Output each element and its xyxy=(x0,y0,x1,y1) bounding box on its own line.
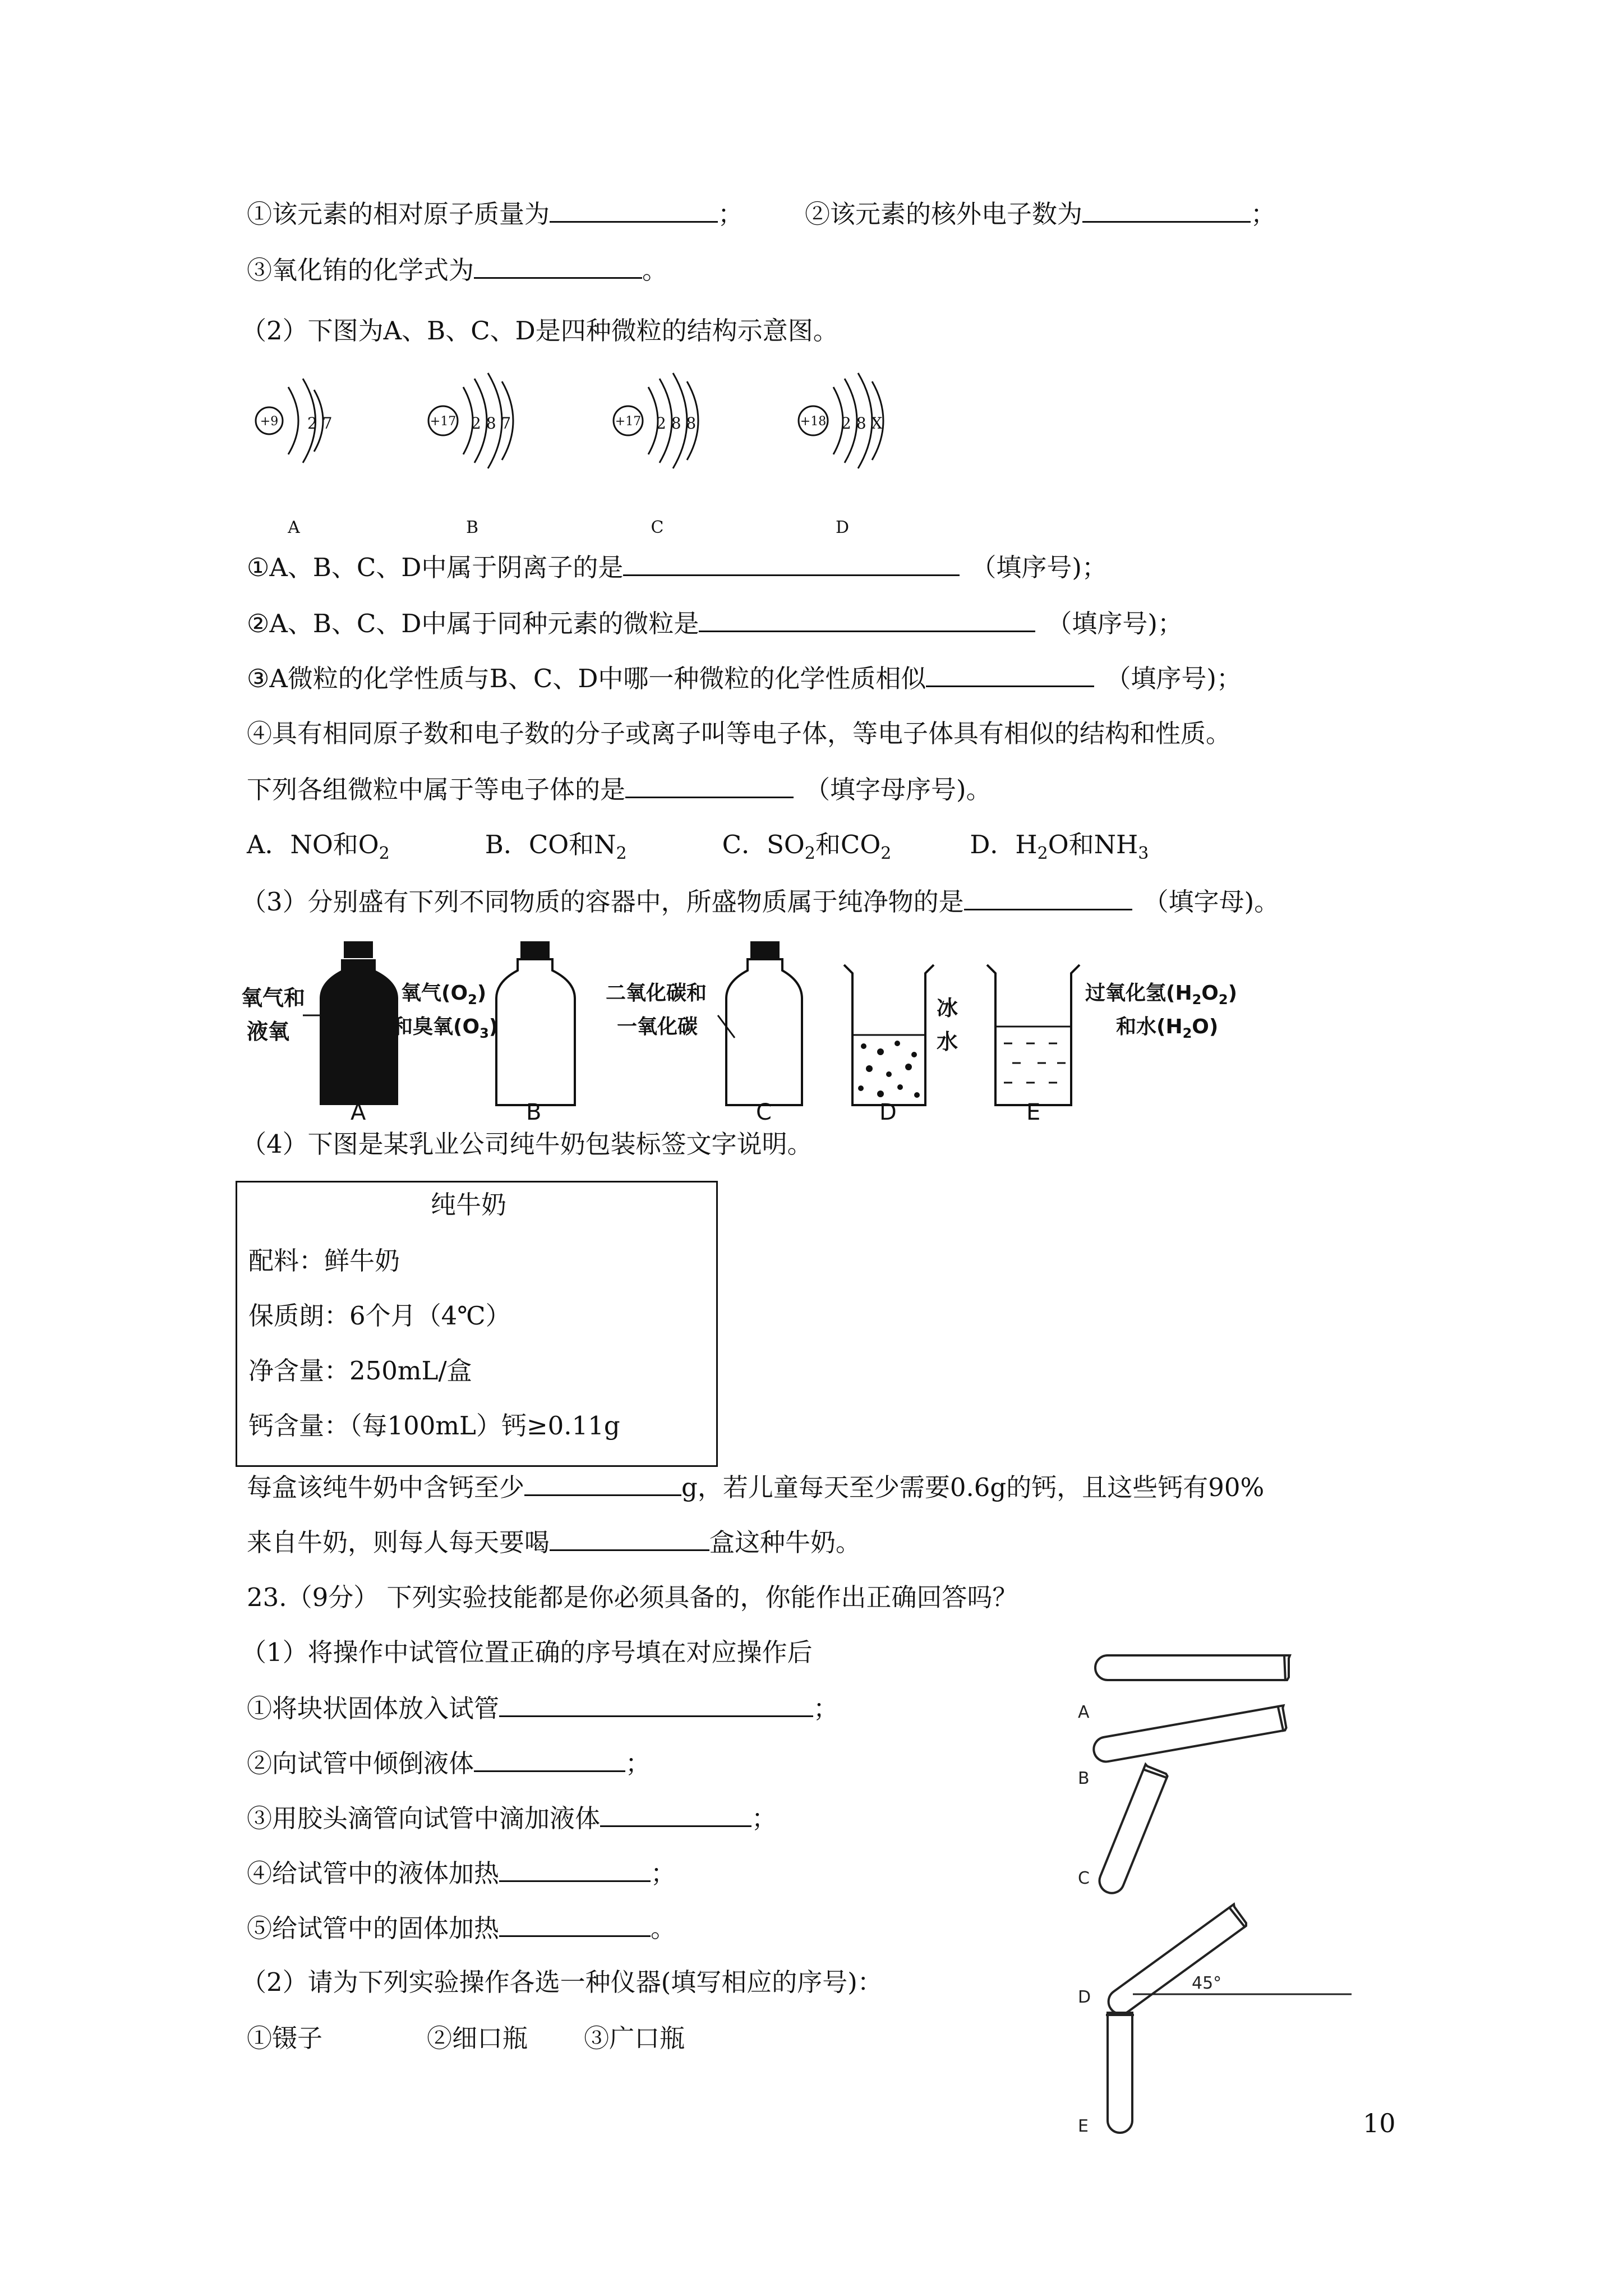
question-line-1 xyxy=(247,196,1276,231)
text: ①将块状固体放入试管 xyxy=(247,1694,500,1723)
question-line-20 xyxy=(241,1966,883,1999)
question-line-16 xyxy=(247,1746,651,1780)
question-line-12 xyxy=(247,1525,861,1559)
tube-e-label: E xyxy=(1078,2116,1089,2136)
bottle-a xyxy=(320,941,398,1105)
shells-d: 2 8 X xyxy=(841,414,883,432)
question-line-19 xyxy=(247,1911,676,1945)
answer-blank[interactable] xyxy=(1082,196,1251,223)
answer-blank[interactable] xyxy=(600,1801,751,1827)
container-c-text2: 一氧化碳 xyxy=(617,1015,698,1038)
text: ； xyxy=(813,1694,839,1723)
question-line-7 xyxy=(247,717,1231,751)
tube-b-label: B xyxy=(1078,1769,1090,1788)
container-d-label: D xyxy=(879,1099,897,1125)
question-line-3 xyxy=(241,314,838,348)
tube-d xyxy=(1104,1904,1249,2020)
text: （2）请为下列实验操作各选一种仪器(填写相应的序号)： xyxy=(241,1967,883,1997)
question-line-18 xyxy=(247,1856,676,1890)
tube-a-label: A xyxy=(1078,1703,1090,1722)
text: ； xyxy=(718,199,744,229)
answer-blank[interactable] xyxy=(474,1746,625,1772)
text: （填序号)； xyxy=(1105,664,1242,693)
option-a: A．NO和$O_2$ xyxy=(247,830,390,863)
question-line-4 xyxy=(247,550,1107,585)
text: ③用胶头滴管向试管中滴加液体 xyxy=(247,1803,601,1833)
text: （填字母序号)。 xyxy=(805,775,992,804)
option-c: C．$SO_2$和$CO_2$ xyxy=(722,830,892,863)
atom-b xyxy=(428,373,513,537)
container-b-text1: 氧气$(O_2)$ xyxy=(401,982,487,1007)
beaker-e xyxy=(987,965,1080,1105)
label-title: 纯牛奶 xyxy=(431,1190,507,1220)
question-line-11 xyxy=(247,1470,1264,1504)
text: （3）分别盛有下列不同物质的容器中，所盛物质属于纯净物的是 xyxy=(241,887,964,917)
text: g，若儿童每天至少需要0.6g的钙，且这些钙有90% xyxy=(681,1473,1265,1502)
atom-diagrams xyxy=(241,359,970,537)
test-tube-diagram xyxy=(1066,1638,1357,2143)
tube-c xyxy=(1096,1764,1169,1897)
container-a-text2: 液氧 xyxy=(247,1019,290,1044)
question-line-10 xyxy=(241,1128,813,1161)
test-tube-figure xyxy=(1066,1638,1357,2145)
question-line-14 xyxy=(241,1636,813,1669)
container-c-text1: 二氧化碳和 xyxy=(606,982,707,1005)
container-e-label: E xyxy=(1026,1099,1041,1125)
angle-label: 45° xyxy=(1192,1973,1222,1993)
answer-blank[interactable] xyxy=(550,1525,709,1551)
question-23-heading xyxy=(247,1581,1018,1614)
nucleus-a: +9 xyxy=(260,415,279,429)
label-row-calcium: 钙含量：（每100mL）钙≥0.11g xyxy=(248,1411,620,1441)
text: 。 xyxy=(642,255,668,285)
text: （1）将操作中试管位置正确的序号填在对应操作后 xyxy=(241,1637,813,1667)
tube-e xyxy=(1106,2013,1134,2133)
container-a-text1: 氧气和 xyxy=(241,986,306,1010)
beaker-d xyxy=(844,965,934,1105)
bottle-b xyxy=(496,941,575,1105)
nucleus-c: +17 xyxy=(615,415,642,429)
label-row-shelf-life: 保质朗：6个月（4℃） xyxy=(248,1301,511,1331)
answer-blank[interactable] xyxy=(499,1691,813,1717)
atom-structure-figure xyxy=(241,359,970,537)
answer-blank[interactable] xyxy=(524,1470,681,1496)
atom-d xyxy=(799,373,883,537)
text: 。 xyxy=(651,1913,676,1943)
tube-c-label: C xyxy=(1078,1869,1090,1888)
bottle-c xyxy=(726,941,802,1105)
answer-blank[interactable] xyxy=(499,1911,651,1937)
nucleus-b: +17 xyxy=(430,415,457,429)
shells-b: 2 8 7 xyxy=(471,414,511,432)
text: ⑤给试管中的固体加热 xyxy=(247,1913,500,1943)
atom-label-d: D xyxy=(835,518,850,537)
atom-label-c: C xyxy=(651,518,664,537)
tube-a xyxy=(1095,1655,1290,1681)
containers-figure xyxy=(241,937,1307,1124)
text: （2）下图为A、B、C、D是四种微粒的结构示意图。 xyxy=(241,316,838,346)
question-line-6 xyxy=(247,661,1242,696)
atom-label-b: B xyxy=(465,518,479,537)
label-row-net-content: 净含量：250mL/盒 xyxy=(248,1356,472,1386)
question-line-9 xyxy=(241,884,1279,919)
text: （填字母)。 xyxy=(1143,887,1280,917)
container-b-text2: 和臭氧$(O_3)$ xyxy=(393,1015,499,1041)
text: ②A、B、C、D中属于同种元素的微粒是 xyxy=(247,609,699,638)
label-row-ingredients: 配料：鲜牛奶 xyxy=(248,1246,400,1276)
question-line-5 xyxy=(247,606,1183,641)
question-line-8 xyxy=(247,772,992,807)
tube-d-label: D xyxy=(1078,1987,1091,2007)
answer-blank[interactable] xyxy=(964,884,1132,910)
text: 来自牛奶，则每人每天要喝 xyxy=(247,1527,550,1557)
atom-c xyxy=(614,373,698,537)
answer-blank[interactable] xyxy=(625,772,794,798)
container-a-label: A xyxy=(351,1099,366,1125)
atom-label-a: A xyxy=(288,518,300,537)
page-number: 10 xyxy=(1363,2108,1396,2138)
text: ②向试管中倾倒液体 xyxy=(247,1749,474,1778)
text: 23.（9分） 下列实验技能都是你必须具备的，你能作出正确回答吗？ xyxy=(247,1582,1018,1612)
text: 每盒该纯牛奶中含钙至少 xyxy=(247,1473,525,1502)
text: （填序号)； xyxy=(971,553,1107,582)
container-e-text2: 和水$(H_2O)$ xyxy=(1116,1015,1219,1041)
text: ④给试管中的液体加热 xyxy=(247,1858,500,1888)
atom-a xyxy=(256,379,333,537)
text: ④具有相同原子数和电子数的分子或离子叫等电子体，等电子体具有相似的结构和性质。 xyxy=(247,719,1232,748)
text: （填序号)； xyxy=(1046,609,1183,638)
text: ； xyxy=(1251,199,1276,229)
shells-c: 2 8 8 xyxy=(656,414,697,432)
text: 盒这种牛奶。 xyxy=(709,1527,861,1557)
question-line-2 xyxy=(247,252,667,287)
question-line-17 xyxy=(247,1801,777,1835)
text: ③氧化铕的化学式为 xyxy=(247,255,474,285)
container-d-text1: 冰 xyxy=(937,996,958,1020)
text: ①镊子 ②细口瓶 ③广口瓶 xyxy=(247,2023,685,2053)
containers-diagram xyxy=(241,937,1307,1125)
container-c-label: C xyxy=(756,1099,772,1125)
option-b: B．CO和$N_2$ xyxy=(485,830,627,863)
question-line-21 xyxy=(247,2022,685,2055)
text: （4）下图是某乳业公司纯牛奶包装标签文字说明。 xyxy=(241,1129,813,1159)
question-line-15 xyxy=(247,1691,838,1726)
container-b-label: B xyxy=(526,1099,542,1125)
answer-blank[interactable] xyxy=(699,606,1035,632)
text: ； xyxy=(651,1858,676,1888)
text: ； xyxy=(751,1803,777,1833)
answer-blank[interactable] xyxy=(499,1856,651,1882)
text: ②该元素的核外电子数为 xyxy=(805,199,1083,229)
text: ； xyxy=(625,1749,651,1778)
text: ①A、B、C、D中属于阴离子的是 xyxy=(247,553,624,582)
answer-blank[interactable] xyxy=(550,196,718,223)
text: ③A微粒的化学性质与B、C、D中哪一种微粒的化学性质相似 xyxy=(247,664,926,693)
tube-b xyxy=(1092,1705,1288,1765)
option-d: D．$H_2O$和$NH_3$ xyxy=(970,830,1149,863)
answer-blank[interactable] xyxy=(926,661,1094,687)
nucleus-d: +18 xyxy=(800,415,827,429)
answer-blank[interactable] xyxy=(623,550,960,576)
text: ①该元素的相对原子质量为 xyxy=(247,199,550,229)
container-e-text1: 过氧化氢$(H_2O_2)$ xyxy=(1085,982,1238,1007)
options-line xyxy=(247,828,1149,871)
answer-blank[interactable] xyxy=(474,252,642,279)
shells-a: 2 7 xyxy=(307,414,333,432)
text: 下列各组微粒中属于等电子体的是 xyxy=(247,775,626,804)
container-d-text2: 水 xyxy=(937,1029,958,1054)
milk-label-box xyxy=(236,1181,718,1467)
